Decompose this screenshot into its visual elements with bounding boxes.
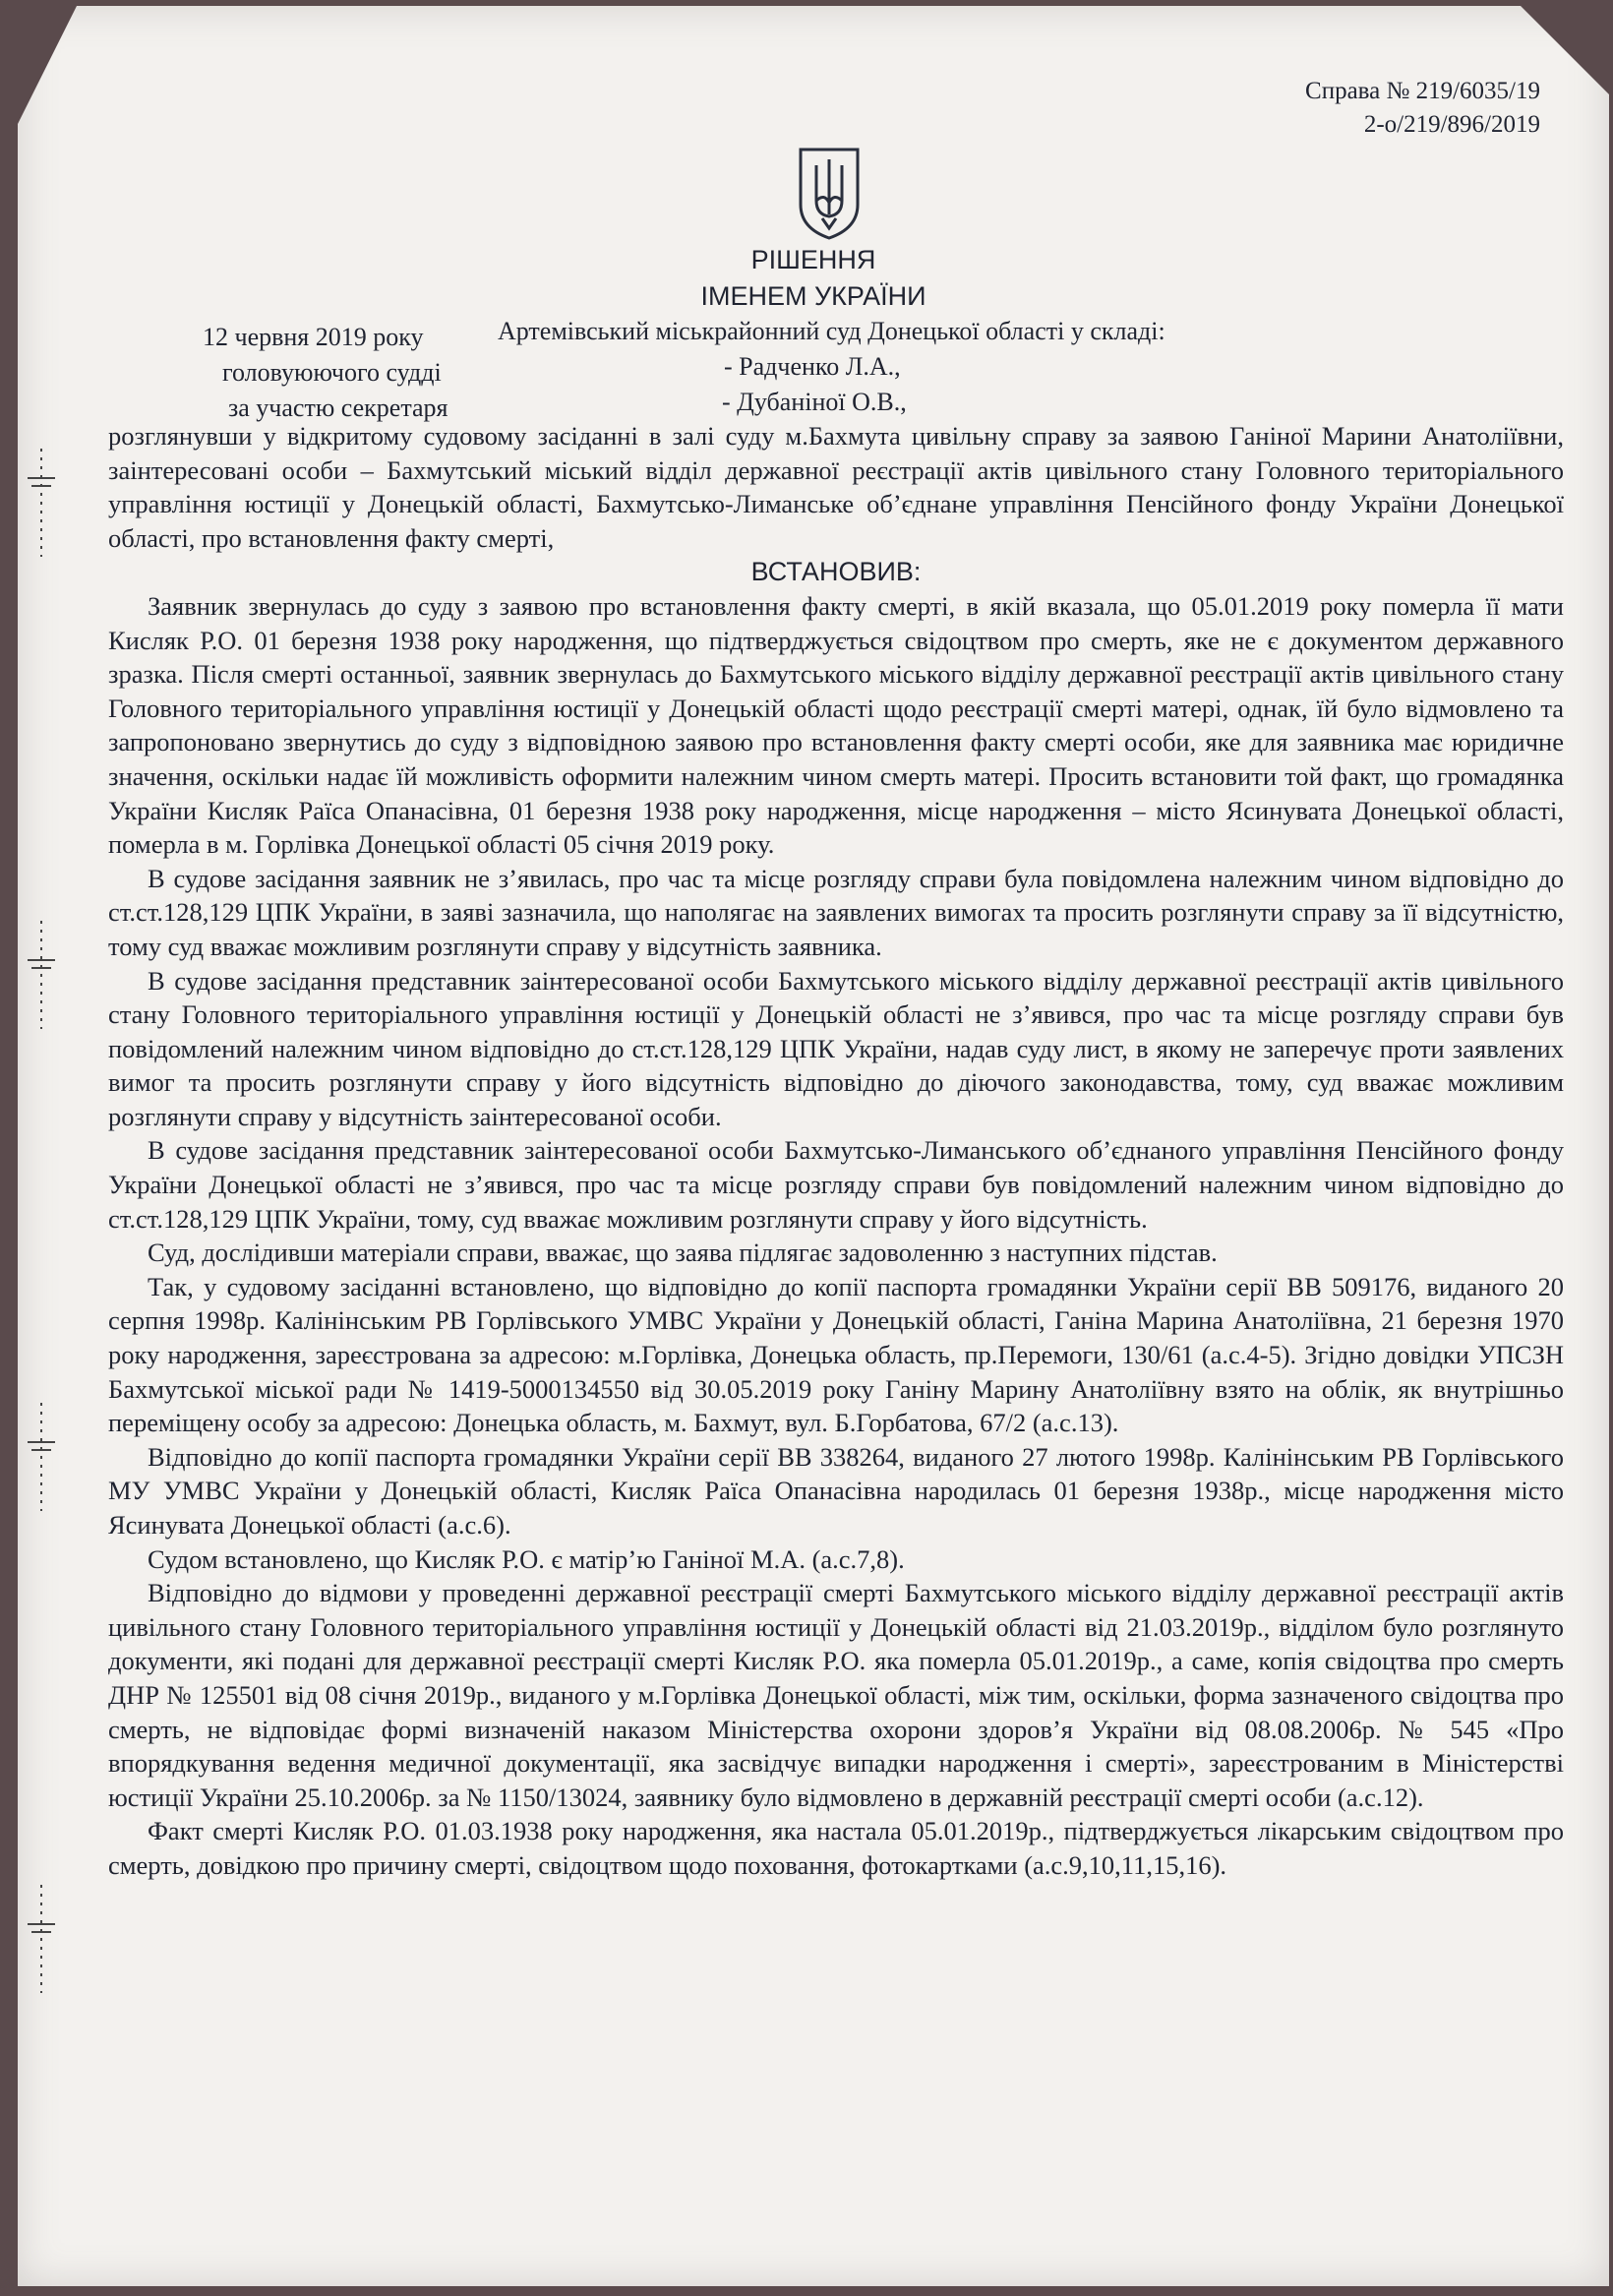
binding-hole-mark-icon bbox=[24, 1403, 59, 1511]
judge-label: головуюючого судді bbox=[222, 358, 442, 387]
paragraph: Так, у судовому засіданні встановлено, що відповідно до копії паспорта громадянки України серії ВВ 509176, виданого 20 серпня 1998р. Калінінським РВ Горлівського УМВС України у Донецькій області, Ганіна Марина Анатоліївна, 21 березня 1970 року народження, зареєстрована за адресою: м.Горлівка, Донецька область, пр.Перемоги, 130/61 (а.с.4-5). Згідно довідки УПСЗН Бахмутської міської ради № 1419-5000134550 від 30.05.2019 року Ганіну Марину Анатоліївну взято на облік, як внутрішньо переміщену особу за адресою: Донецька область, м. Бахмут, вул. Б.Горбатова, 67/2 (а.с.13). bbox=[108, 1271, 1564, 1438]
page-corner bbox=[18, 6, 77, 124]
court-name: Артемівський міськрайонний суд Донецької області у складі: bbox=[498, 317, 1165, 345]
binding-hole-mark-icon bbox=[24, 1885, 59, 1993]
coat-of-arms-icon bbox=[795, 144, 864, 242]
paragraph: Заявник звернулась до суду з заявою про встановлення факту смерті, в якій вказала, що 05.01.2019 року померла її мати Кисляк Р.О. 01 березня 1938 року народження, що підтверджується свідоцтвом про смерть, яке не є документом державного зразка. Після смерті останньої, заявник звернулась до Бахмутського міського відділу державної реєстрації актів цивільного стану Головного територіального управління юстиції у Донецькій області щодо реєстрації смерті матері, однак, їй було відмовлено та запропоновано звернутись до суду з відповідною заявою про встановлення факту смерті особи, яке для заявника має юридичне значення, оскільки надає їй можливість оформити належним чином смерть матері. Просить встановити той факт, що громадянка України Кисляк Раїса Опанасівна, 01 березня 1938 року народження, місце народження – місто Ясинувата Донецької області, померла в м. Горлівка Донецької області 05 січня 2019 року. bbox=[108, 590, 1564, 860]
paragraph: Судом встановлено, що Кисляк Р.О. є матір’ю Ганіної М.А. (а.с.7,8). bbox=[148, 1543, 905, 1574]
paragraph: В судове засідання представник заінтересованої особи Бахмутсько-Лиманського об’єднаного управління Пенсійного фонду України Донецької області не з’явився, про час та місце розгляду справи був повідомлений належним чином відповідно до ст.ст.128,129 ЦПК України, тому, суд вважає можливим розглянути справу у його відсутність. bbox=[108, 1135, 1564, 1234]
paragraph: В судове засідання заявник не з’явилась, про час та місце розгляду справи була повідомлена належним чином відповідно до ст.ст.128,129 ЦПК України, в заяві зазначила, що наполягає на заявлених вимогах та просить розглянути справу за її відсутністю, тому суд вважає можливим розглянути справу у відсутність заявника. bbox=[108, 863, 1564, 961]
document-subtitle: ІМЕНЕМ УКРАЇНИ bbox=[700, 281, 926, 311]
section-title: ВСТАНОВИВ: bbox=[750, 557, 922, 587]
paragraph: В судове засідання представник заінтересованої особи Бахмутського міського відділу державної реєстрації актів цивільного стану Головного територіального управління юстиції у Донецькій області не з’явився, про час та місце розгляду справи був повідомлений належним чином відповідно до ст.ст.128,129 ЦПК України, надав суду лист, в якому не заперечує проти заявлених вимог та просить розглянути справу у його відсутність відповідно до діючого законодавства, тому, суд вважає можливим розглянути справу у відсутність заінтересованої особи. bbox=[108, 965, 1564, 1131]
case-number: Справа № 219/6035/19 bbox=[1305, 78, 1540, 104]
intro-paragraph: розглянувши у відкритому судовому засіданні в залі суду м.Бахмута цивільну справу за заявою Ганіної Марини Анатоліївни, заінтересовані особи – Бахмутський міський відділ державної реєстрації актів цивільного стану Головного територіального управління юстиції у Донецькій області, Бахмутсько-Лиманське об’єднане управління Пенсійного фонду України Донецької області, про встановлення факту смерті, bbox=[108, 421, 1564, 553]
secretary-name: - Дубаніної О.В., bbox=[722, 388, 907, 416]
case-number-block bbox=[1305, 75, 1540, 142]
binding-hole-mark-icon bbox=[24, 921, 59, 1029]
paragraph: Суд, дослідивши матеріали справи, вважає, що заява підлягає задоволенню з наступних підстав. bbox=[148, 1238, 1218, 1268]
document-page bbox=[18, 6, 1609, 2286]
decision-body bbox=[108, 419, 1564, 1883]
document-title: РІШЕННЯ bbox=[750, 245, 876, 274]
paragraph: Факт смерті Кисляк Р.О. 01.03.1938 року народження, яка настала 05.01.2019р., підтверджується лікарським свідоцтвом про смерть, довідкою про причину смерті, свідоцтвом щодо поховання, фотокартками (а.с.9,10,11,15,16). bbox=[108, 1816, 1564, 1880]
proceeding-number: 2-о/219/896/2019 bbox=[1363, 111, 1540, 138]
paragraph: Відповідно до копії паспорта громадянки України серії ВВ 338264, виданого 27 лютого 1998р. Калінінським РВ Горлівського МУ УМВС України у Донецькій області, Кисляк Раїса Опанасівна народилась 01 березня 1938р., місце народження місто Ясинувата Донецької області (а.с.6). bbox=[108, 1441, 1564, 1540]
binding-hole-mark-icon bbox=[24, 449, 59, 557]
judge-name: - Радченко Л.А., bbox=[724, 352, 901, 381]
secretary-label: за участю секретаря bbox=[228, 393, 448, 422]
paragraph: Відповідно до відмови у проведенні державної реєстрації смерті Бахмутського міського відділу державної реєстрації актів цивільного стану Головного територіального управління юстиції у Донецькій області від 21.03.2019р., відділом було розглянуто документи, які подані для державної реєстрації смерті Кисляк Р.О. яка померла 05.01.2019р., а саме, копія свідоцтва про смерть ДНР № 125501 від 08 січня 2019р., виданого у м.Горлівка Донецької області, між тим, оскільки, форма зазначеного свідоцтва про смерть, не відповідає формі визначеній наказом Міністерства охорони здоров’я України від 08.08.2006р. № 545 «Про впорядкування ведення медичної документації, яка засвідчує випадки народження і смерті», зареєстрованим в Міністерстві юстиції України 25.10.2006р. за № 1150/13024, заявнику було відмовлено в державній реєстрації смерті особи (а.с.12). bbox=[108, 1578, 1564, 1812]
decision-date: 12 червня 2019 року bbox=[203, 323, 424, 351]
